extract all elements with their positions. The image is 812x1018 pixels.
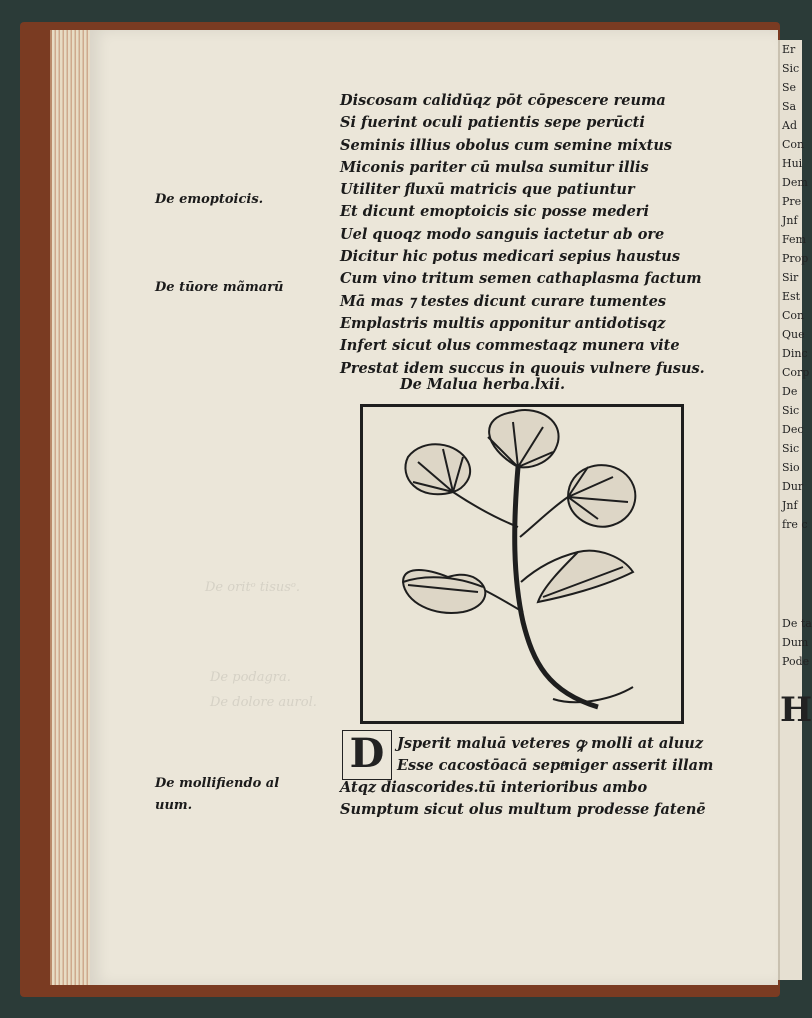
verse-block-top [340, 90, 760, 380]
facing-page-line: De [782, 385, 798, 398]
facing-page-line: Sic [782, 404, 800, 417]
facing-page-line: Que [782, 328, 805, 341]
facing-page-line: De ta [782, 617, 812, 630]
verse-line: Atqz diascorides.tū interioribus ambo [340, 779, 648, 796]
facing-page-line: Er [782, 43, 796, 56]
facing-page-line: Fem [782, 233, 806, 246]
verse-line: Seminis illius obolus cum semine mixtus [340, 136, 673, 154]
margin-note-emoptoicis: De emoptoicis. [155, 192, 264, 207]
facing-page-line: Sir [782, 271, 799, 284]
verse-line: Jsperit maluā veteres ꝙ molli at aluuz [397, 735, 704, 752]
verse-line: Si fuerint oculi patientis sepe perūcti [340, 114, 645, 132]
facing-page-initial: H [780, 690, 812, 730]
verse-line: Prestat idem succus in quouis vulnere fusus. [340, 359, 705, 377]
margin-note-mollifiendo-cont: uum. [155, 798, 193, 813]
mallow-woodcut-illustration [360, 404, 684, 724]
facing-page-line: Se [782, 81, 797, 94]
facing-page-gap [780, 534, 802, 614]
facing-page-line: fre c [782, 518, 808, 531]
facing-page-line: Jnf [782, 499, 798, 512]
facing-page-line: Con [782, 309, 805, 322]
facing-page-line: Dec [782, 423, 804, 436]
section-heading: De Malua herba.lxii. [400, 376, 565, 393]
show-through-text: De oritᵒ tisusᵒ. [205, 580, 301, 595]
facing-page-line: Sic [782, 442, 800, 455]
facing-page-line: Ad [782, 119, 797, 132]
facing-page-line: Sio [782, 461, 800, 474]
verse-line: Mā mas ⁊ testes dicunt curare tumentes [340, 292, 666, 310]
facing-page-line: Dem [782, 176, 808, 189]
facing-page-line: Prop [782, 252, 809, 265]
show-through-text: De dolore aurol. [210, 695, 317, 710]
facing-page-line: Dur [782, 480, 804, 493]
verse-line: Dicitur hic potus medicari sepius haustus [340, 248, 681, 266]
facing-page-line: Dinc [782, 347, 808, 360]
verse-line: Discosam calidūqz pōt cōpescere reuma [340, 92, 666, 109]
verse-line: Utiliter fluxū matricis que patiuntur [340, 181, 635, 199]
verse-line: Miconis pariter cū mulsa sumitur illis [340, 158, 649, 176]
margin-note-tumore: De tūore mãmarū [155, 280, 284, 295]
verse-line: Cum vino tritum semen cathaplasma factum [340, 270, 702, 288]
facing-page-line: Pode [782, 655, 810, 668]
verse-line: Infert sicut olus commestaqz munera vite [340, 337, 680, 355]
mallow-plant-drawing [363, 407, 675, 715]
verse-line: Uel quoqz modo sanguis iactetur ab ore [340, 225, 665, 243]
facing-page-line: Con [782, 138, 805, 151]
facing-page-line: Est [782, 290, 801, 303]
show-through-text: De podagra. [210, 670, 291, 685]
page-edges [50, 30, 94, 985]
decorated-initial: D [342, 730, 392, 780]
facing-page-line: Jnf [782, 214, 798, 227]
verse-block-bottom [340, 733, 757, 821]
facing-page-fragment [778, 40, 812, 980]
verse-line: Esse cacostōacā septͦniger asserit illam [397, 757, 714, 774]
verse-line: Emplastris multis apponitur antidotisqz [340, 314, 666, 332]
verse-line: Et dicunt emoptoicis sic posse mederi [340, 203, 649, 221]
margin-note-mollifiendo: De mollifiendo al [155, 776, 280, 791]
facing-page-line: Hui [782, 157, 803, 170]
facing-page-line: Sic [782, 62, 800, 75]
verse-line: Sumptum sicut olus multum prodesse fatenē [340, 801, 706, 818]
facing-page-line: Corp [782, 366, 810, 379]
facing-page-line: Pre [782, 195, 802, 208]
facing-page-line: Dum [782, 636, 809, 649]
facing-page-line: Sa [782, 100, 797, 113]
